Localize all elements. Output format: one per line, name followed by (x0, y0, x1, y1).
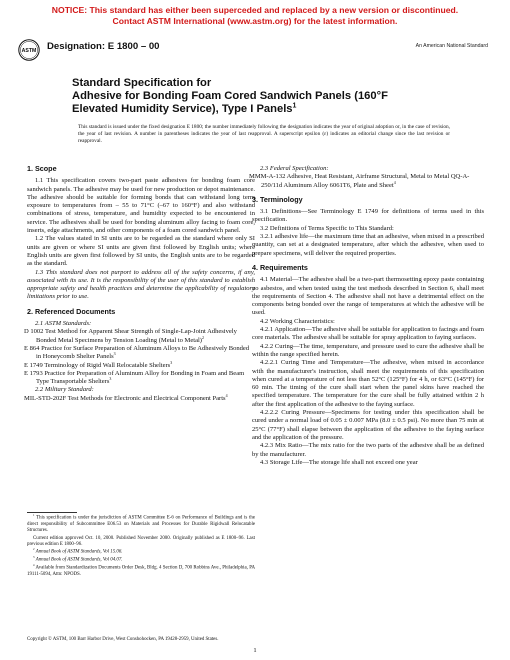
right-column (249, 165, 484, 467)
copyright-notice: Copyright © ASTM, 100 Barr Harbor Drive, West Conshohocken, PA 19428-2959, United States. (27, 637, 219, 642)
page-number: 1 (253, 647, 257, 654)
military-standard-label: 2.2 Military Standard: (35, 386, 94, 394)
paragraph-4-2-2: 4.2.2 Curing—The time, temperature, and pressure used to cure the adhesive shall be within the range specified herein. (252, 342, 484, 358)
document-title (72, 77, 452, 116)
issue-note: This standard is issued under the fixed designation E 1800; the number immediately following the designation indicates the year of original adoption or, in the case of revision, the year of last revision. A number in parentheses indicates the year of last reapproval. A superscript epsilon (ε) indicates an editorial change since the last revision or reapproval. (78, 124, 450, 145)
reference-item: MIL-STD-202F Test Methods for Electronic and Electrical Component Parts$^4$ (24, 392, 228, 402)
reference-item: E 1793 Practice for Preparation of Aluminum Alloy for Bonding in Foam and Beam Type Transportable Shelters$^3$ (24, 369, 245, 386)
reference-item: MMM-A-132 Adhesive, Heat Resistant, Airframe Structural, Metal to Metal QQ-A-250/11d Aluminum Alloy 6061T6, Plate and Sheet$^4$ (249, 173, 470, 189)
section-heading-requirements: 4. Requirements (252, 262, 308, 272)
paragraph-4-2-2-2: 4.2.2.2 Curing Pressure—Specimens for testing under this specification shall be cured under a normal load of 0.05 ± 0.007 MPa (8.0 ± 0.5 psi). No more than 75 min at 25°C (77°F) shall elapse between the application of the adhesive to the faying surface and the application of the pressure. (252, 409, 484, 441)
paragraph-4-1: 4.1 Material—The adhesive shall be a two-part thermosetting epoxy paste containing no asbestos, and when tested using the test methods described in Section 6, shall meet the requirements of Section 4. The adhesive shall not have a detrimental effect on the components being bonded over the range of temperatures at which the adhesive will be used. (252, 276, 484, 317)
reference-item: E 1749 Terminology of Rigid Wall Relocatable Shelters$^3$ (24, 359, 173, 369)
title-footnote-mark: 1 (292, 102, 297, 110)
notice-line-2: Contact ASTM International (www.astm.org) for the latest information. (112, 16, 398, 26)
title-line-2: Adhesive for Bonding Foam Cored Sandwich Panels (160°F (72, 90, 388, 102)
paragraph-4-2: 4.2 Working Characteristics: (260, 317, 335, 325)
reference-item: D 1002 Test Method for Apparent Shear Strength of Single-Lap-Joint Adhesively Bonded Metal Specimens by Tension Loading (Metal to Metal)$^2$ (24, 328, 237, 344)
supersession-notice (0, 5, 510, 27)
title-line-1: Standard Specification for (72, 77, 212, 89)
paragraph-4-2-2-1: 4.2.2.1 Curing Time and Temperature—The adhesive, when mixed in accordance with the manufacturer's instruction, shall meet the requirements of this specification when cured at a temperature of not less than 52°C (125°F) for 4 h, or 63°C (145°F) for 60 min. The timing of the cure shall start when the panel skins have reached the specified temperature. The temperature for the cure shall be fully attained within 2 h after the first application of the adhesive to the faying surface. (252, 359, 484, 408)
section-heading-referenced-documents: 2. Referenced Documents (27, 306, 116, 316)
footnote: $^4$ Available from Standardization Documents Order Desk, Bldg. 4 Section D, 700 Robbins Ave., Philadelphia, PA 19111-5094, Attn: NPODS. (27, 562, 255, 577)
section-heading-terminology: 3. Terminology (252, 194, 303, 204)
astm-logo-icon (18, 39, 40, 61)
paragraph-1-1: 1.1 This specification covers two-part paste adhesives for bonding foam core sandwich panels. The adhesive may be used for new production or depot maintenance. The adhesive should be suitable for forming bonds that can withstand long term exposure to temperatures from – 55 to 71°C (–67 to 160°F) and also withstand combinations of stress, temperature, and humidity expected to be encountered in service. The adhesives shall be used for bonding aluminum alloy facing to foam core, inserts, edge attachments, and other components of a foam cored sandwich panel. (27, 177, 255, 235)
paragraph-4-2-1: 4.2.1 Application—The adhesive shall be suitable for application to facings and foam core materials. The adhesive shall be suitable for spray application to faying surfaces. (252, 326, 484, 342)
paragraph-3-2-1: 3.2.1 adhesive life—the maximum time that an adhesive, when mixed in a prescribed quantity, can set at a designated temperature, after which the adhesive, when used to prepare specimens, will deliver the required properties. (252, 233, 484, 257)
reference-item: E 864 Practice for Surface Preparation of Aluminum Alloys to Be Adhesively Bonded in Honeycomb Shelter Panels$^3$ (24, 344, 250, 361)
designation: Designation: E 1800 – 00 (47, 41, 160, 52)
svg-text:ASTM: ASTM (21, 47, 37, 54)
footnote-rule (27, 512, 77, 513)
footnote: Current edition approved Oct. 10, 2000. Published November 2000. Originally published as E 1800–96. Last previous edition E 1800–96. (27, 535, 255, 547)
title-line-3: Elevated Humidity Service), Type I Panels$^1$ (72, 102, 297, 115)
footnote: $^3$ Annual Book of ASTM Standards, Vol 04.07. (33, 555, 123, 563)
footnote: $^2$ Annual Book of ASTM Standards, Vol 15.06. (33, 547, 123, 555)
paragraph-3-1: 3.1 Definitions—See Terminology E 1749 for definitions of terms used in this specification. (252, 208, 484, 224)
paragraph-4-3: 4.3 Storage Life—The storage life shall not exceed one year (260, 458, 418, 466)
paragraph-1-3: 1.3 This standard does not purport to address all of the safety concerns, if any, associated with its use. It is the responsibility of the user of this standard to establish appropriate safety and health practices and determine the applicability of regulatory limitations prior to use. (27, 268, 255, 301)
astm-standards-label: 2.1 ASTM Standards: (35, 320, 92, 328)
paragraph-1-2: 1.2 The values stated in SI units are to be regarded as the standard where only SI units are given or where SI units are given first followed by English units; where English units are given first followed by SI units, the English units are to be regarded as the standard. (27, 235, 255, 268)
left-column (24, 164, 255, 403)
footnotes (27, 515, 255, 579)
notice-line-1: NOTICE: This standard has either been superceded and replaced by a new version or discontinued. (51, 5, 459, 15)
federal-specification-label: 2.3 Federal Specification: (260, 165, 329, 172)
publisher-note: An American National Standard (415, 43, 488, 49)
footnote: $^1$ This specification is under the jurisdiction of ASTM Committee E-6 on Performance of Buildings and is the direct responsibility of Subcommittee E06.53 on Materials and Processes for Durable Rigidwall Relocatable Structures. (27, 513, 255, 534)
section-heading-scope: 1. Scope (27, 164, 57, 173)
paragraph-4-2-3: 4.2.3 Mix Ratio—The mix ratio for the two parts of the adhesive shall be as defined by the manufacturer. (252, 442, 484, 458)
paragraph-3-2: 3.2 Definitions of Terms Specific to This Standard: (260, 224, 394, 232)
